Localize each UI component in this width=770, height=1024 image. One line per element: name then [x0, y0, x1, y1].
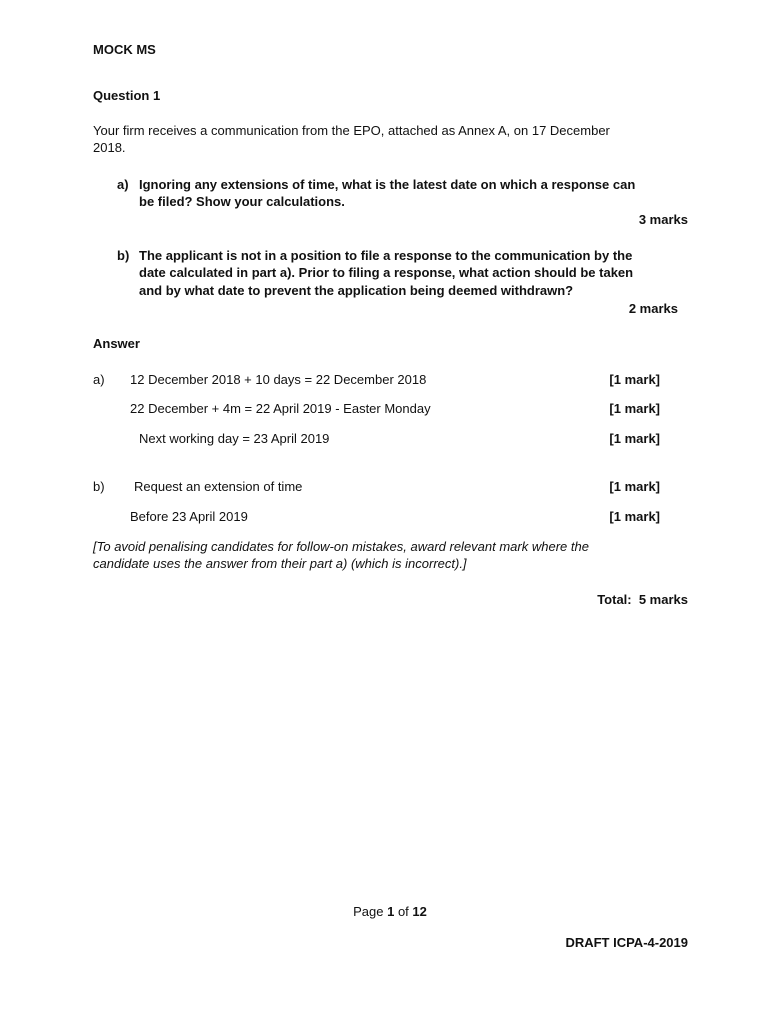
answer-a-row-2: 22 December + 4m = 22 April 2019 - Easter Monday [130, 401, 431, 416]
total-marks: Total: 5 marks [597, 592, 688, 607]
answer-b-label: b) [93, 479, 105, 494]
question-part-a-line1: Ignoring any extensions of time, what is the latest date on which a response can [139, 177, 636, 192]
answer-heading: Answer [93, 336, 140, 351]
question-part-b-line2: date calculated in part a). Prior to filing a response, what action should be taken [139, 265, 634, 280]
answer-b-row-2: Before 23 April 2019 [130, 509, 248, 524]
draft-reference: DRAFT ICPA-4-2019 [565, 935, 688, 950]
answer-a-row-1-mark: [1 mark] [609, 372, 660, 387]
question-part-b-marks: 2 marks [628, 301, 678, 316]
question-heading: Question 1 [93, 88, 161, 103]
answer-a-row-1: 12 December 2018 + 10 days = 22 December 2018 [130, 372, 427, 387]
document-title: MOCK MS [93, 42, 156, 57]
page-number [0, 903, 770, 921]
question-part-b-line1: The applicant is not in a position to file a response to the communication by the [139, 248, 633, 263]
question-part-a-marks: 3 marks [638, 212, 688, 227]
answer-a-row-2-mark: [1 mark] [609, 401, 660, 416]
question-part-a-line2: be filed? Show your calculations. [139, 194, 345, 209]
answer-a-row-3: Next working day = 23 April 2019 [139, 431, 330, 446]
marking-note-line1: [To avoid penalising candidates for follow-on mistakes, award relevant mark where the [93, 539, 589, 554]
page-of: of [394, 904, 413, 919]
question-intro-line1: Your firm receives a communication from the EPO, attached as Annex A, on 17 December [93, 123, 610, 138]
answer-a-label: a) [93, 372, 105, 387]
page-total: 12 [412, 904, 427, 919]
page-current: 1 [387, 904, 395, 919]
answer-b-row-1-mark: [1 mark] [609, 479, 660, 494]
question-part-b-line3: and by what date to prevent the application being deemed withdrawn? [139, 283, 574, 298]
question-intro-line2: 2018. [93, 140, 126, 155]
page-prefix: Page [353, 904, 388, 919]
question-part-b-label: b) [117, 248, 130, 263]
question-part-a-label: a) [117, 177, 129, 192]
answer-a-row-3-mark: [1 mark] [609, 431, 660, 446]
answer-b-row-2-mark: [1 mark] [609, 509, 660, 524]
answer-b-row-1: Request an extension of time [134, 479, 303, 494]
marking-note-line2: candidate uses the answer from their part a) (which is incorrect).] [93, 556, 467, 571]
